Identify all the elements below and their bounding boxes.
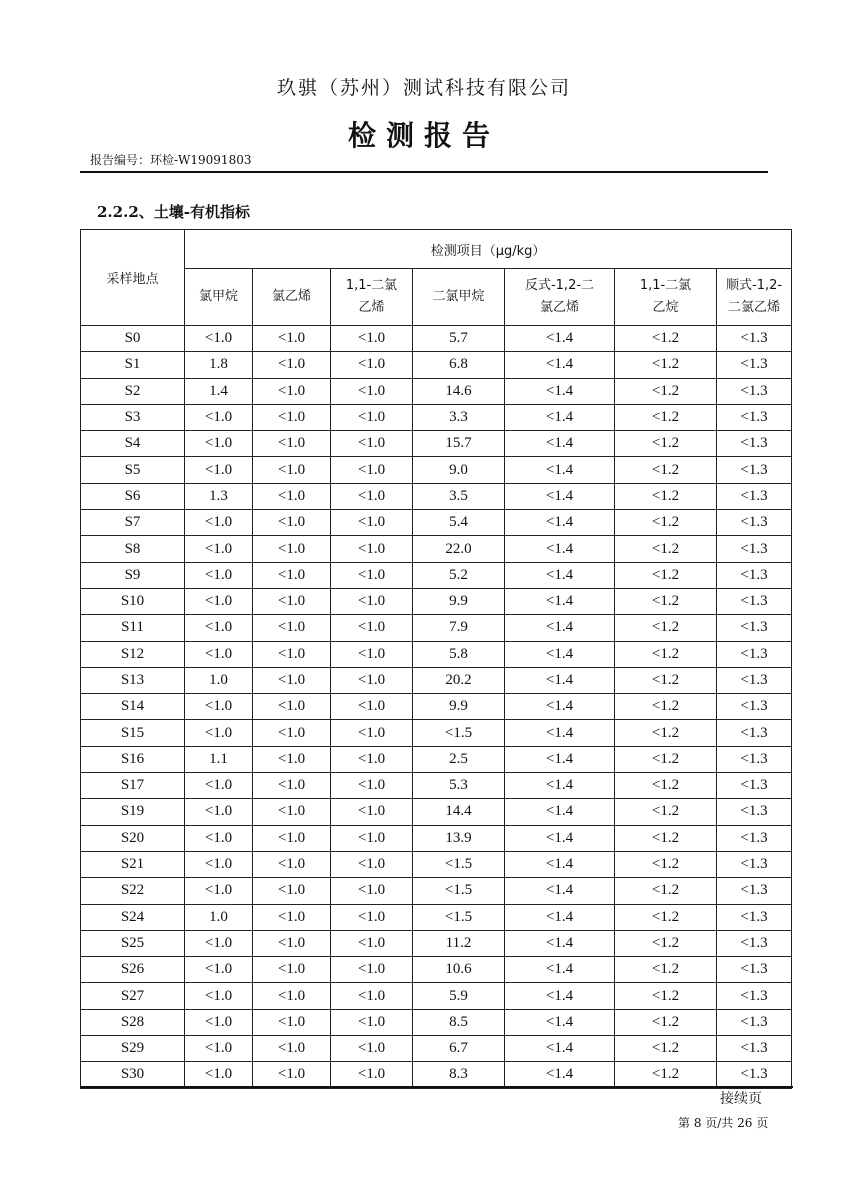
value-cell: <1.4: [505, 983, 615, 1009]
value-cell: <1.2: [615, 641, 717, 667]
value-cell: <1.3: [717, 957, 792, 983]
test-items-header: 检测项目（μg/kg）: [185, 230, 792, 269]
value-cell: <1.3: [717, 694, 792, 720]
site-cell: S20: [81, 825, 185, 851]
value-cell: <1.4: [505, 378, 615, 404]
value-cell: <1.0: [253, 562, 331, 588]
table-row: [81, 431, 792, 457]
company-name: 玖骐（苏州）测试科技有限公司: [276, 77, 571, 99]
table-row: [81, 825, 792, 851]
value-cell: <1.0: [331, 562, 413, 588]
value-cell: <1.4: [505, 746, 615, 772]
value-cell: <1.4: [505, 930, 615, 956]
value-cell: <1.0: [331, 773, 413, 799]
value-cell: <1.4: [505, 773, 615, 799]
value-cell: <1.0: [185, 1036, 253, 1062]
value-cell: <1.0: [331, 483, 413, 509]
table-row: [81, 326, 792, 352]
value-cell: 15.7: [413, 431, 505, 457]
value-cell: <1.4: [505, 878, 615, 904]
table-row: [81, 1062, 792, 1088]
value-cell: <1.0: [331, 404, 413, 430]
page-number: 第 8 页/共 26 页: [678, 1116, 769, 1130]
site-cell: S3: [81, 404, 185, 430]
value-cell: <1.4: [505, 957, 615, 983]
table-row: [81, 773, 792, 799]
value-cell: <1.4: [505, 1062, 615, 1088]
header-divider: [80, 171, 768, 173]
value-cell: <1.0: [331, 536, 413, 562]
table-row: [81, 615, 792, 641]
site-cell: S10: [81, 588, 185, 614]
value-cell: <1.2: [615, 799, 717, 825]
value-cell: <1.0: [253, 773, 331, 799]
column-header: 氯甲烷: [185, 269, 253, 326]
value-cell: <1.0: [253, 720, 331, 746]
table-row: [81, 851, 792, 877]
value-cell: <1.3: [717, 510, 792, 536]
value-cell: <1.4: [505, 588, 615, 614]
site-cell: S30: [81, 1062, 185, 1088]
value-cell: <1.4: [505, 799, 615, 825]
value-cell: <1.0: [253, 1009, 331, 1035]
value-cell: <1.2: [615, 851, 717, 877]
site-cell: S26: [81, 957, 185, 983]
value-cell: 8.3: [413, 1062, 505, 1088]
value-cell: <1.2: [615, 746, 717, 772]
value-cell: <1.0: [185, 510, 253, 536]
value-cell: 14.6: [413, 378, 505, 404]
site-cell: S12: [81, 641, 185, 667]
value-cell: <1.2: [615, 720, 717, 746]
value-cell: <1.4: [505, 904, 615, 930]
value-cell: <1.3: [717, 562, 792, 588]
value-cell: <1.0: [331, 983, 413, 1009]
value-cell: <1.2: [615, 326, 717, 352]
value-cell: <1.0: [185, 615, 253, 641]
value-cell: 1.4: [185, 378, 253, 404]
value-cell: <1.0: [185, 326, 253, 352]
value-cell: 1.0: [185, 904, 253, 930]
site-cell: S24: [81, 904, 185, 930]
value-cell: <1.0: [185, 720, 253, 746]
value-cell: <1.4: [505, 326, 615, 352]
value-cell: <1.2: [615, 904, 717, 930]
value-cell: 11.2: [413, 930, 505, 956]
value-cell: <1.0: [331, 825, 413, 851]
value-cell: <1.2: [615, 825, 717, 851]
value-cell: <1.3: [717, 615, 792, 641]
value-cell: <1.2: [615, 457, 717, 483]
table-row: [81, 720, 792, 746]
column-header: 1,1-二氯 乙烯: [331, 269, 413, 326]
value-cell: <1.4: [505, 536, 615, 562]
value-cell: <1.3: [717, 536, 792, 562]
value-cell: <1.0: [185, 930, 253, 956]
value-cell: <1.2: [615, 667, 717, 693]
table-row: [81, 957, 792, 983]
value-cell: <1.0: [253, 1036, 331, 1062]
site-cell: S9: [81, 562, 185, 588]
report-title: 检测报告: [347, 119, 500, 152]
table-row: [81, 404, 792, 430]
value-cell: 1.8: [185, 352, 253, 378]
value-cell: <1.3: [717, 746, 792, 772]
value-cell: <1.0: [253, 799, 331, 825]
value-cell: <1.0: [331, 378, 413, 404]
value-cell: <1.3: [717, 799, 792, 825]
value-cell: <1.4: [505, 851, 615, 877]
value-cell: <1.0: [331, 457, 413, 483]
column-header: 二氯甲烷: [413, 269, 505, 326]
value-cell: <1.4: [505, 457, 615, 483]
value-cell: 14.4: [413, 799, 505, 825]
value-cell: <1.3: [717, 720, 792, 746]
report-number: 报告编号：环检-W19091803: [90, 153, 252, 167]
value-cell: <1.2: [615, 1009, 717, 1035]
value-cell: <1.0: [253, 851, 331, 877]
value-cell: <1.0: [331, 878, 413, 904]
value-cell: <1.2: [615, 483, 717, 509]
value-cell: <1.0: [331, 431, 413, 457]
table-row: [81, 641, 792, 667]
value-cell: 9.0: [413, 457, 505, 483]
value-cell: <1.0: [185, 404, 253, 430]
value-cell: <1.0: [185, 1062, 253, 1088]
value-cell: <1.3: [717, 483, 792, 509]
value-cell: <1.0: [331, 746, 413, 772]
value-cell: <1.0: [331, 904, 413, 930]
site-cell: S22: [81, 878, 185, 904]
table-row: [81, 1036, 792, 1062]
value-cell: 5.7: [413, 326, 505, 352]
value-cell: <1.2: [615, 378, 717, 404]
value-cell: <1.0: [331, 1009, 413, 1035]
value-cell: <1.0: [185, 588, 253, 614]
value-cell: <1.4: [505, 404, 615, 430]
value-cell: 13.9: [413, 825, 505, 851]
column-header: 顺式-1,2- 二氯乙烯: [717, 269, 792, 326]
value-cell: <1.0: [331, 667, 413, 693]
value-cell: 20.2: [413, 667, 505, 693]
value-cell: <1.3: [717, 641, 792, 667]
value-cell: <1.3: [717, 404, 792, 430]
footer-divider: [80, 1086, 793, 1088]
value-cell: <1.0: [185, 825, 253, 851]
value-cell: 6.8: [413, 352, 505, 378]
value-cell: <1.4: [505, 431, 615, 457]
value-cell: 10.6: [413, 957, 505, 983]
value-cell: <1.3: [717, 930, 792, 956]
value-cell: <1.4: [505, 1036, 615, 1062]
value-cell: <1.2: [615, 510, 717, 536]
value-cell: <1.0: [185, 641, 253, 667]
value-cell: <1.0: [253, 983, 331, 1009]
value-cell: <1.3: [717, 1062, 792, 1088]
value-cell: <1.0: [253, 326, 331, 352]
value-cell: <1.0: [253, 957, 331, 983]
value-cell: <1.0: [331, 930, 413, 956]
value-cell: <1.0: [253, 615, 331, 641]
value-cell: <1.0: [253, 457, 331, 483]
table-row: [81, 746, 792, 772]
table-row: [81, 904, 792, 930]
value-cell: <1.2: [615, 878, 717, 904]
table-row: [81, 878, 792, 904]
value-cell: <1.0: [253, 352, 331, 378]
value-cell: <1.0: [331, 851, 413, 877]
value-cell: <1.0: [331, 1062, 413, 1088]
site-column-header: 采样地点: [81, 230, 185, 326]
site-cell: S17: [81, 773, 185, 799]
value-cell: <1.0: [331, 352, 413, 378]
value-cell: 5.8: [413, 641, 505, 667]
value-cell: 3.3: [413, 404, 505, 430]
table-row: [81, 378, 792, 404]
value-cell: 22.0: [413, 536, 505, 562]
value-cell: <1.0: [185, 851, 253, 877]
site-cell: S27: [81, 983, 185, 1009]
site-cell: S5: [81, 457, 185, 483]
table-row: [81, 536, 792, 562]
site-cell: S19: [81, 799, 185, 825]
table-row: [81, 510, 792, 536]
site-cell: S7: [81, 510, 185, 536]
value-cell: <1.5: [413, 720, 505, 746]
value-cell: <1.3: [717, 352, 792, 378]
value-cell: <1.0: [253, 667, 331, 693]
value-cell: <1.0: [253, 694, 331, 720]
value-cell: <1.0: [331, 615, 413, 641]
value-cell: <1.0: [185, 536, 253, 562]
site-cell: S28: [81, 1009, 185, 1035]
value-cell: <1.0: [331, 799, 413, 825]
value-cell: <1.3: [717, 983, 792, 1009]
value-cell: <1.0: [185, 562, 253, 588]
site-cell: S14: [81, 694, 185, 720]
value-cell: 9.9: [413, 588, 505, 614]
table-row: [81, 1009, 792, 1035]
value-cell: 1.3: [185, 483, 253, 509]
site-cell: S16: [81, 746, 185, 772]
section-title: 2.2.2、土壤-有机指标: [97, 203, 250, 221]
value-cell: <1.3: [717, 773, 792, 799]
value-cell: <1.2: [615, 431, 717, 457]
value-cell: <1.0: [331, 641, 413, 667]
value-cell: <1.2: [615, 404, 717, 430]
table-row: [81, 694, 792, 720]
value-cell: <1.0: [253, 378, 331, 404]
value-cell: <1.0: [253, 404, 331, 430]
value-cell: 3.5: [413, 483, 505, 509]
value-cell: <1.0: [185, 983, 253, 1009]
value-cell: <1.0: [185, 878, 253, 904]
value-cell: 7.9: [413, 615, 505, 641]
value-cell: <1.0: [253, 588, 331, 614]
value-cell: 1.1: [185, 746, 253, 772]
value-cell: <1.3: [717, 326, 792, 352]
value-cell: 1.0: [185, 667, 253, 693]
value-cell: <1.5: [413, 851, 505, 877]
site-cell: S4: [81, 431, 185, 457]
value-cell: <1.0: [185, 431, 253, 457]
table-row: [81, 457, 792, 483]
value-cell: <1.3: [717, 878, 792, 904]
value-cell: <1.2: [615, 1062, 717, 1088]
value-cell: <1.0: [331, 588, 413, 614]
value-cell: <1.0: [185, 694, 253, 720]
value-cell: <1.2: [615, 588, 717, 614]
value-cell: <1.2: [615, 773, 717, 799]
table-row: [81, 588, 792, 614]
value-cell: <1.0: [253, 930, 331, 956]
value-cell: <1.0: [253, 904, 331, 930]
site-cell: S6: [81, 483, 185, 509]
table-row: [81, 983, 792, 1009]
value-cell: <1.3: [717, 851, 792, 877]
value-cell: <1.4: [505, 562, 615, 588]
site-cell: S29: [81, 1036, 185, 1062]
value-cell: <1.2: [615, 352, 717, 378]
continued-label: 接续页: [720, 1091, 762, 1107]
column-header: 反式-1,2-二 氯乙烯: [505, 269, 615, 326]
value-cell: <1.4: [505, 1009, 615, 1035]
value-cell: <1.3: [717, 1036, 792, 1062]
value-cell: <1.0: [331, 694, 413, 720]
value-cell: 5.2: [413, 562, 505, 588]
value-cell: <1.2: [615, 615, 717, 641]
results-table: [80, 229, 792, 1089]
value-cell: <1.2: [615, 983, 717, 1009]
value-cell: <1.4: [505, 510, 615, 536]
value-cell: <1.4: [505, 720, 615, 746]
value-cell: <1.0: [331, 1036, 413, 1062]
value-cell: <1.0: [253, 431, 331, 457]
value-cell: <1.4: [505, 667, 615, 693]
value-cell: <1.0: [253, 483, 331, 509]
value-cell: <1.3: [717, 457, 792, 483]
column-header: 1,1-二氯 乙烷: [615, 269, 717, 326]
value-cell: <1.4: [505, 352, 615, 378]
value-cell: 5.3: [413, 773, 505, 799]
value-cell: <1.0: [185, 1009, 253, 1035]
value-cell: <1.5: [413, 878, 505, 904]
value-cell: <1.0: [331, 720, 413, 746]
value-cell: <1.3: [717, 588, 792, 614]
value-cell: <1.0: [185, 799, 253, 825]
value-cell: <1.3: [717, 904, 792, 930]
table-row: [81, 667, 792, 693]
value-cell: <1.0: [253, 641, 331, 667]
value-cell: <1.0: [253, 746, 331, 772]
value-cell: <1.3: [717, 1009, 792, 1035]
value-cell: <1.3: [717, 667, 792, 693]
value-cell: <1.2: [615, 536, 717, 562]
value-cell: <1.3: [717, 825, 792, 851]
site-cell: S2: [81, 378, 185, 404]
site-cell: S21: [81, 851, 185, 877]
value-cell: <1.4: [505, 694, 615, 720]
value-cell: <1.4: [505, 641, 615, 667]
table-row: [81, 483, 792, 509]
value-cell: <1.0: [331, 326, 413, 352]
value-cell: <1.0: [253, 878, 331, 904]
site-cell: S8: [81, 536, 185, 562]
table-row: [81, 930, 792, 956]
value-cell: 6.7: [413, 1036, 505, 1062]
site-cell: S1: [81, 352, 185, 378]
table-row: [81, 352, 792, 378]
value-cell: <1.0: [253, 825, 331, 851]
column-header: 氯乙烯: [253, 269, 331, 326]
site-cell: S15: [81, 720, 185, 746]
value-cell: <1.2: [615, 957, 717, 983]
value-cell: <1.2: [615, 562, 717, 588]
value-cell: <1.2: [615, 930, 717, 956]
value-cell: <1.0: [253, 536, 331, 562]
value-cell: <1.4: [505, 483, 615, 509]
value-cell: <1.2: [615, 694, 717, 720]
value-cell: 2.5: [413, 746, 505, 772]
value-cell: 5.4: [413, 510, 505, 536]
value-cell: 9.9: [413, 694, 505, 720]
value-cell: <1.4: [505, 615, 615, 641]
value-cell: <1.0: [185, 957, 253, 983]
value-cell: <1.0: [331, 957, 413, 983]
site-cell: S25: [81, 930, 185, 956]
value-cell: <1.0: [185, 773, 253, 799]
value-cell: <1.0: [185, 457, 253, 483]
value-cell: 8.5: [413, 1009, 505, 1035]
table-row: [81, 799, 792, 825]
value-cell: <1.5: [413, 904, 505, 930]
table-row: [81, 562, 792, 588]
site-cell: S0: [81, 326, 185, 352]
site-cell: S13: [81, 667, 185, 693]
value-cell: <1.3: [717, 378, 792, 404]
value-cell: <1.0: [253, 510, 331, 536]
value-cell: <1.4: [505, 825, 615, 851]
value-cell: 5.9: [413, 983, 505, 1009]
value-cell: <1.3: [717, 431, 792, 457]
site-cell: S11: [81, 615, 185, 641]
value-cell: <1.2: [615, 1036, 717, 1062]
value-cell: <1.0: [253, 1062, 331, 1088]
value-cell: <1.0: [331, 510, 413, 536]
